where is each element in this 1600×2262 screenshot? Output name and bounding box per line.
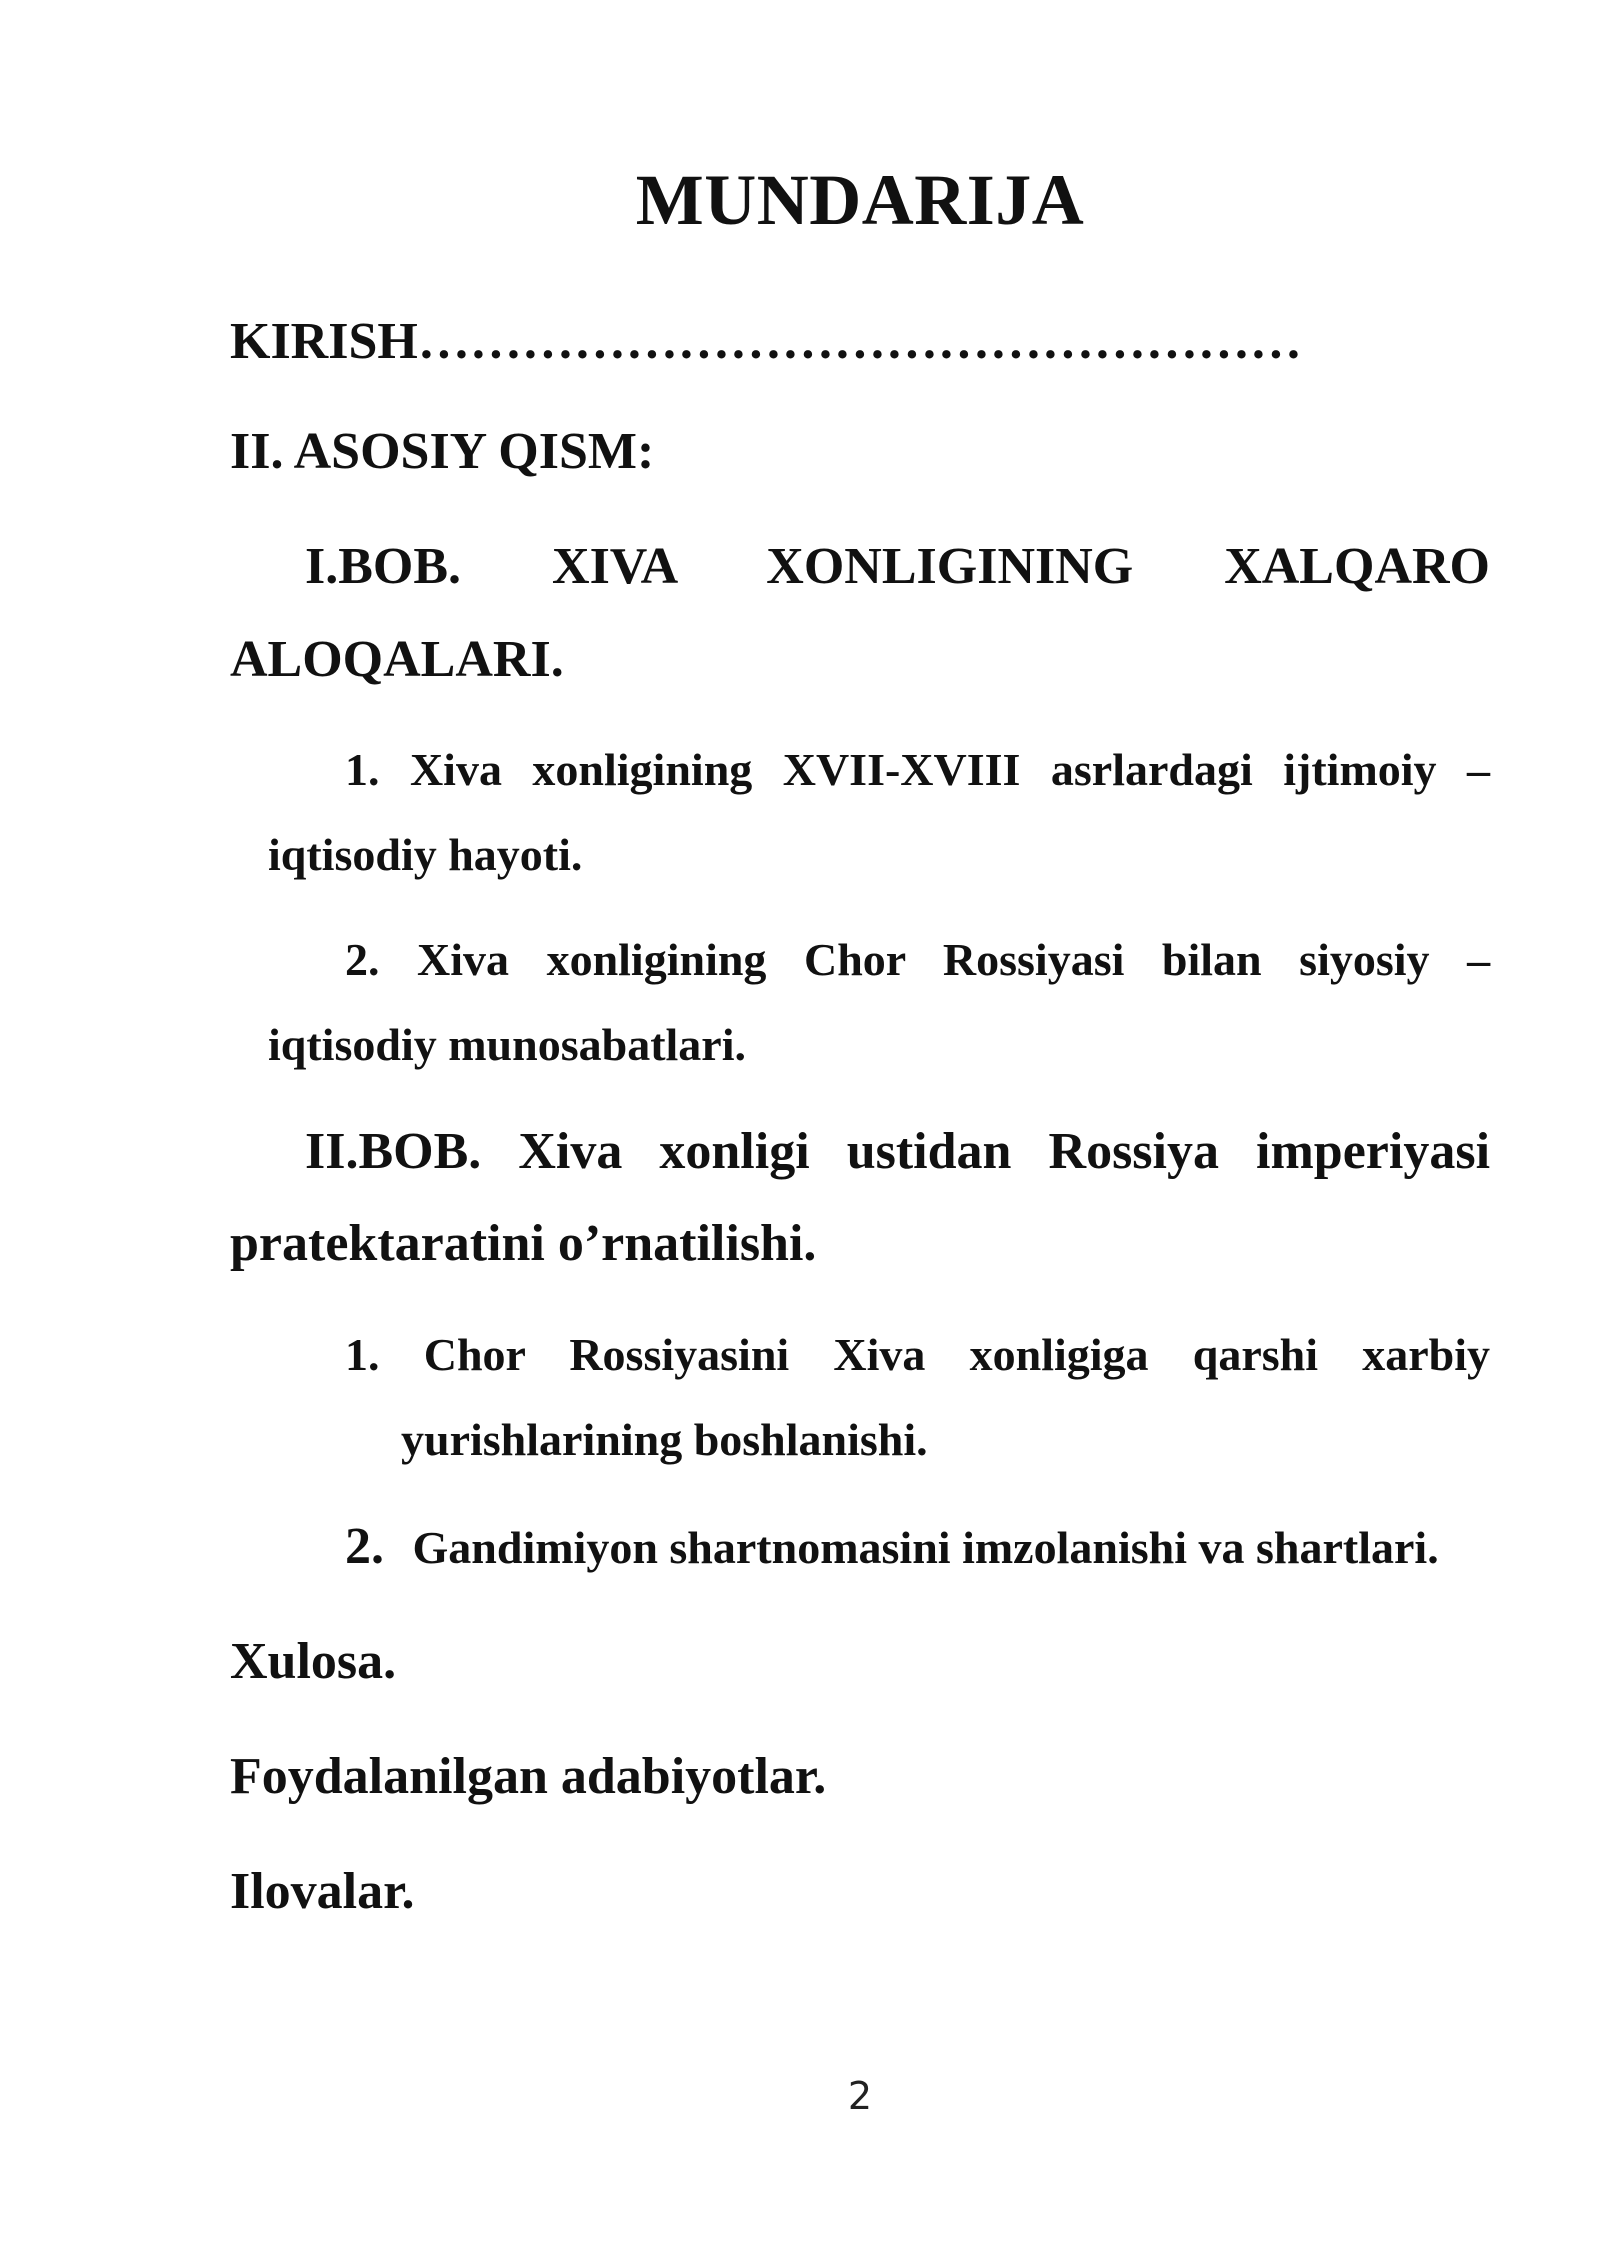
toc-chapter1-word: XONLIGINING (766, 538, 1134, 595)
toc-chapter2-word: xonligi (659, 1123, 810, 1180)
toc-chapter2-word: II.BOB. (305, 1123, 482, 1180)
toc-item-word: Rossiyasini (569, 1329, 790, 1380)
toc-chapter2-word: ustidan (846, 1123, 1012, 1180)
toc-conclusion: Xulosa. (230, 1633, 397, 1690)
toc-chapter1-heading-cont: ALOQALARI. (230, 631, 564, 688)
toc-item-word: Xiva (417, 934, 510, 985)
toc-item-number: 2. (345, 1518, 384, 1575)
toc-chapter2-heading-cont: pratektaratini o’rnatilishi. (230, 1215, 817, 1272)
toc-main-part: II. ASOSIY QISM: (230, 423, 655, 480)
toc-item-text: Gandimiyon shartnomasini imzolanishi va shartlari. (412, 1522, 1439, 1573)
toc-chapter2-item (345, 1517, 1439, 1578)
toc-item-word: xonligiga (969, 1329, 1149, 1380)
toc-item-word: Xiva (833, 1329, 926, 1380)
toc-item-word: Rossiyasi (942, 934, 1125, 985)
toc-item-word: Chor (423, 1329, 526, 1380)
toc-item-word: ijtimoiy (1283, 744, 1437, 795)
toc-item-word: Xiva (409, 744, 502, 795)
toc-item-word: xonligining (532, 744, 753, 795)
toc-chapter1-word: I.BOB. (305, 538, 462, 595)
toc-item-word: asrlardagi (1050, 744, 1253, 795)
toc-appendices: Ilovalar. (230, 1863, 415, 1920)
toc-item-word: – (1467, 744, 1490, 795)
toc-chapter1-item-cont: iqtisodiy hayoti. (268, 829, 583, 880)
toc-item-word: XVII-XVIII (782, 744, 1021, 795)
toc-item-number: 2. (345, 934, 380, 985)
page-title: MUNDARIJA (635, 160, 1085, 240)
toc-item-word: – (1467, 934, 1491, 985)
toc-chapter1-item (345, 930, 1490, 990)
toc-item-word: qarshi (1192, 1329, 1319, 1380)
toc-references: Foydalanilgan adabiyotlar. (230, 1748, 827, 1805)
toc-item-word: xarbiy (1362, 1329, 1491, 1380)
toc-item-number: 1. (345, 1329, 380, 1380)
toc-chapter2-heading (305, 1120, 1490, 1184)
toc-chapter2-word: Rossiya (1048, 1123, 1219, 1180)
toc-chapter2-item (345, 1325, 1490, 1385)
toc-item-word: Chor (803, 934, 906, 985)
toc-intro: KIRISH…………………………………………… (230, 313, 1302, 370)
toc-chapter1-item-cont: iqtisodiy munosabatlari. (268, 1019, 746, 1070)
toc-chapter1-word: XALQARO (1224, 538, 1490, 595)
toc-chapter1-heading (305, 535, 1490, 599)
toc-chapter1-word: XIVA (552, 538, 676, 595)
page-number: 2 (847, 2074, 873, 2118)
toc-chapter1-item (345, 740, 1490, 800)
toc-chapter2-item-cont: yurishlarining boshlanishi. (401, 1414, 928, 1465)
toc-item-number: 1. (345, 744, 380, 795)
toc-chapter2-word: Xiva (518, 1123, 623, 1180)
toc-item-word: xonligining (546, 934, 767, 985)
toc-chapter2-word: imperiyasi (1256, 1123, 1491, 1180)
toc-item-word: siyosiy (1299, 934, 1430, 985)
toc-item-word: bilan (1161, 934, 1262, 985)
